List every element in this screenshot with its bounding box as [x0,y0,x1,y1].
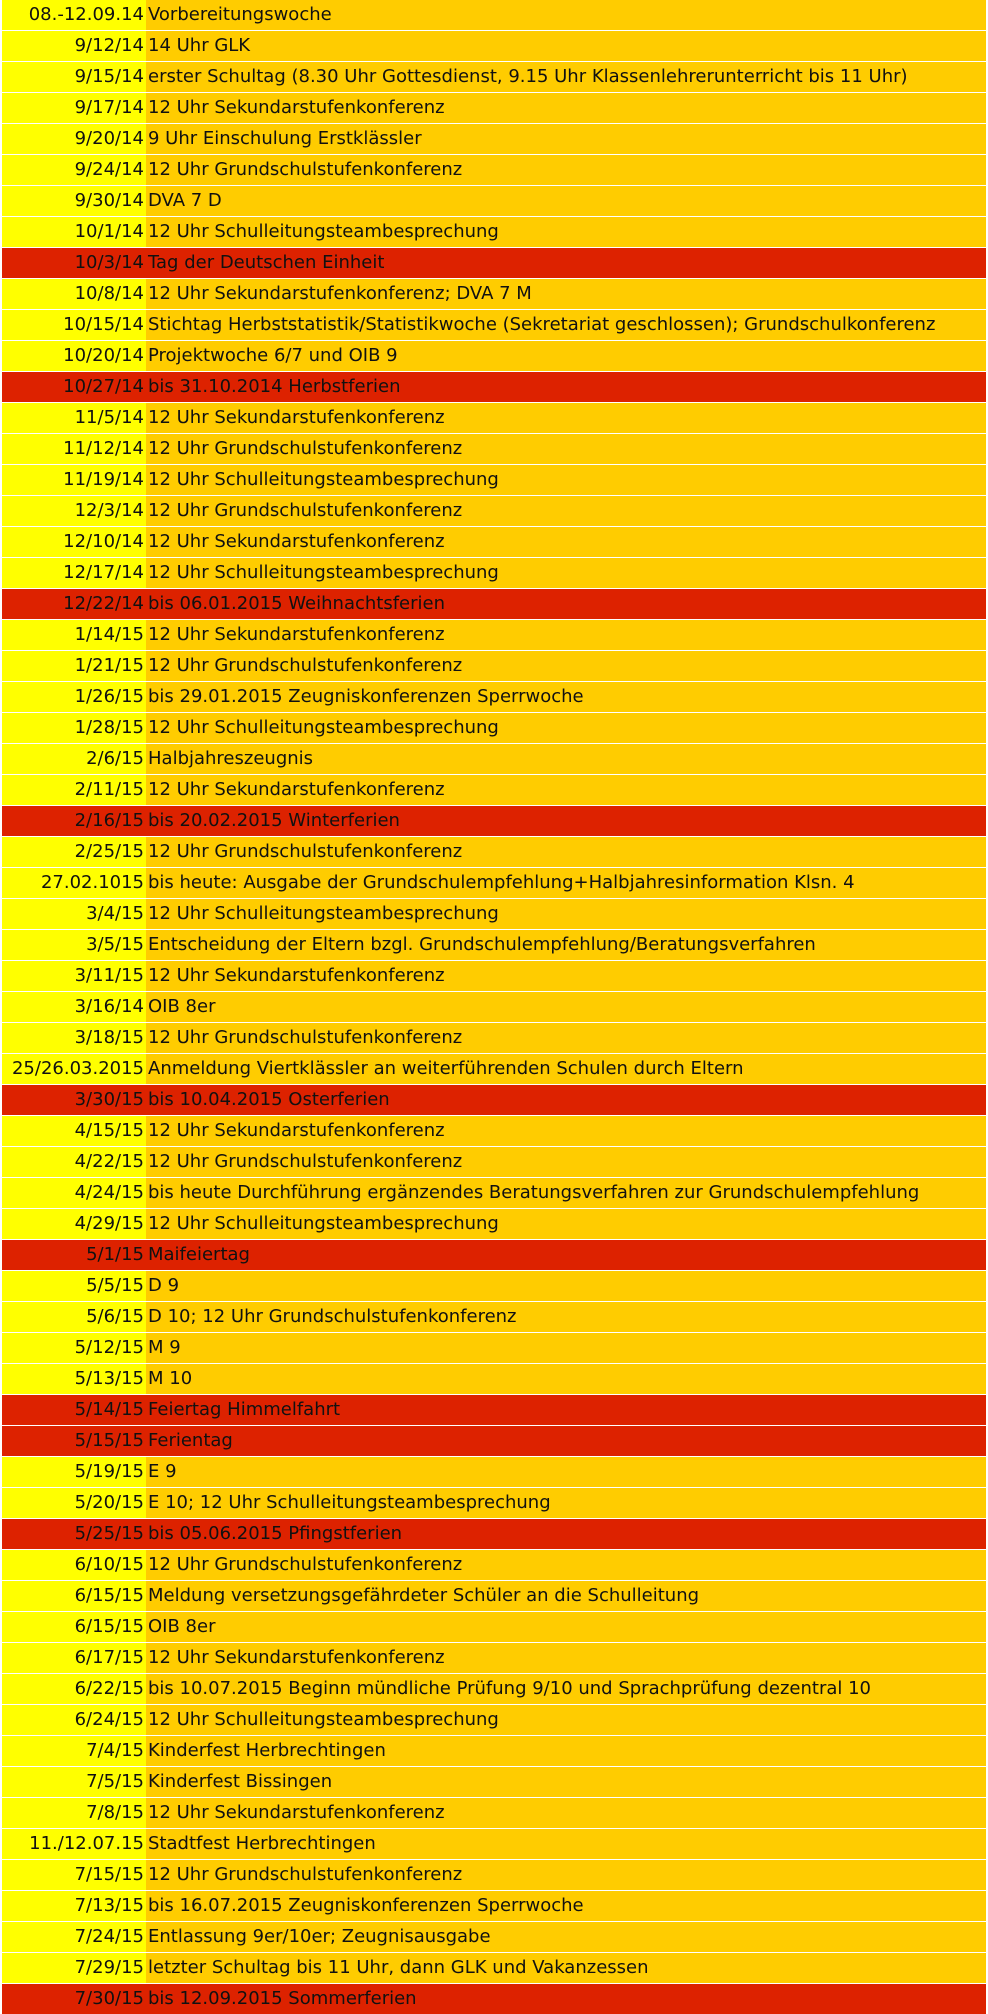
date-cell: 10/27/14 [2,372,146,402]
date-cell: 3/4/15 [2,899,146,929]
event-cell: 12 Uhr Sekundarstufenkonferenz [146,93,986,123]
table-row [2,868,986,898]
table-row [2,1116,986,1146]
table-row [2,1829,986,1859]
table-row [2,155,986,185]
event-cell: 12 Uhr Sekundarstufenkonferenz [146,1643,986,1673]
date-cell: 12/10/14 [2,527,146,557]
table-row [2,1922,986,1952]
date-cell: 10/3/14 [2,248,146,278]
table-row [2,1767,986,1797]
table-row [2,1054,986,1084]
event-cell: bis 06.01.2015 Weihnachtsferien [146,589,986,619]
event-cell: Feiertag Himmelfahrt [146,1395,986,1425]
event-cell: Entscheidung der Eltern bzgl. Grundschulempfehlung/Beratungsverfahren [146,930,986,960]
event-cell: Meldung versetzungsgefährdeter Schüler an die Schulleitung [146,1581,986,1611]
event-cell: bis 10.04.2015 Osterferien [146,1085,986,1115]
table-row [2,279,986,309]
date-cell: 3/30/15 [2,1085,146,1115]
date-cell: 6/17/15 [2,1643,146,1673]
date-cell: 7/15/15 [2,1860,146,1890]
date-cell: 2/25/15 [2,837,146,867]
table-row [2,992,986,1022]
table-row [2,1271,986,1301]
date-cell: 7/5/15 [2,1767,146,1797]
holiday-row [2,806,986,836]
table-row [2,434,986,464]
event-cell: erster Schultag (8.30 Uhr Gottesdienst, 9.15 Uhr Klassenlehrerunterricht bis 11 Uhr) [146,62,986,92]
event-cell: 12 Uhr Sekundarstufenkonferenz [146,403,986,433]
event-cell: Stichtag Herbststatistik/Statistikwoche (Sekretariat geschlossen); Grundschulkonferenz [146,310,986,340]
table-row [2,837,986,867]
table-row [2,31,986,61]
event-cell: DVA 7 D [146,186,986,216]
event-cell: Anmeldung Viertklässler an weiterführenden Schulen durch Eltern [146,1054,986,1084]
event-cell: Ferientag [146,1426,986,1456]
event-cell: Tag der Deutschen Einheit [146,248,986,278]
table-row [2,1178,986,1208]
event-cell: 12 Uhr Grundschulstufenkonferenz [146,837,986,867]
event-cell: OIB 8er [146,992,986,1022]
event-cell: 12 Uhr Grundschulstufenkonferenz [146,496,986,526]
event-cell: 12 Uhr Sekundarstufenkonferenz [146,961,986,991]
event-cell: 12 Uhr Schulleitungsteambesprechung [146,713,986,743]
event-cell: 12 Uhr Grundschulstufenkonferenz [146,155,986,185]
date-cell: 1/21/15 [2,651,146,681]
date-cell: 9/20/14 [2,124,146,154]
table-row [2,1860,986,1890]
table-row [2,682,986,712]
event-cell: 12 Uhr Grundschulstufenkonferenz [146,1147,986,1177]
table-row [2,1550,986,1580]
date-cell: 9/24/14 [2,155,146,185]
date-cell: 5/25/15 [2,1519,146,1549]
date-cell: 4/29/15 [2,1209,146,1239]
date-cell: 6/22/15 [2,1674,146,1704]
holiday-row [2,248,986,278]
date-cell: 9/30/14 [2,186,146,216]
event-cell: letzter Schultag bis 11 Uhr, dann GLK und Vakanzessen [146,1953,986,1983]
event-cell: OIB 8er [146,1612,986,1642]
date-cell: 5/20/15 [2,1488,146,1518]
date-cell: 6/10/15 [2,1550,146,1580]
date-cell: 7/13/15 [2,1891,146,1921]
event-cell: 12 Uhr Grundschulstufenkonferenz [146,434,986,464]
table-row [2,1457,986,1487]
event-cell: M 10 [146,1364,986,1394]
event-cell: 9 Uhr Einschulung Erstklässler [146,124,986,154]
table-row [2,1891,986,1921]
event-cell: 14 Uhr GLK [146,31,986,61]
table-row [2,744,986,774]
date-cell: 7/30/15 [2,1984,146,2014]
holiday-row [2,1426,986,1456]
date-cell: 5/6/15 [2,1302,146,1332]
event-cell: 12 Uhr Sekundarstufenkonferenz [146,527,986,557]
date-cell: 4/24/15 [2,1178,146,1208]
event-cell: 12 Uhr Sekundarstufenkonferenz [146,1798,986,1828]
date-cell: 11/5/14 [2,403,146,433]
table-row [2,1364,986,1394]
holiday-row [2,1085,986,1115]
holiday-row [2,1519,986,1549]
event-cell: bis heute: Ausgabe der Grundschulempfehlung+Halbjahresinformation Klsn. 4 [146,868,986,898]
date-cell: 6/24/15 [2,1705,146,1735]
event-cell: Kinderfest Bissingen [146,1767,986,1797]
date-cell: 7/4/15 [2,1736,146,1766]
table-row [2,1581,986,1611]
table-row [2,620,986,650]
date-cell: 5/19/15 [2,1457,146,1487]
event-cell: Projektwoche 6/7 und OIB 9 [146,341,986,371]
date-cell: 3/5/15 [2,930,146,960]
event-cell: D 10; 12 Uhr Grundschulstufenkonferenz [146,1302,986,1332]
holiday-row [2,1984,986,2014]
table-row [2,93,986,123]
event-cell: Entlassung 9er/10er; Zeugnisausgabe [146,1922,986,1952]
date-cell: 7/29/15 [2,1953,146,1983]
event-cell: bis 16.07.2015 Zeugniskonferenzen Sperrwoche [146,1891,986,1921]
table-row [2,1736,986,1766]
table-row [2,713,986,743]
event-cell: 12 Uhr Schulleitungsteambesprechung [146,217,986,247]
date-cell: 08.-12.09.14 [2,0,146,30]
event-cell: 12 Uhr Grundschulstufenkonferenz [146,1550,986,1580]
event-cell: 12 Uhr Sekundarstufenkonferenz; DVA 7 M [146,279,986,309]
holiday-row [2,1395,986,1425]
date-cell: 2/16/15 [2,806,146,836]
table-row [2,527,986,557]
event-cell: 12 Uhr Schulleitungsteambesprechung [146,558,986,588]
event-cell: Halbjahreszeugnis [146,744,986,774]
table-row [2,1333,986,1363]
table-row [2,1488,986,1518]
table-row [2,186,986,216]
date-cell: 10/8/14 [2,279,146,309]
date-cell: 3/11/15 [2,961,146,991]
date-cell: 11/12/14 [2,434,146,464]
date-cell: 3/18/15 [2,1023,146,1053]
table-row [2,124,986,154]
date-cell: 12/22/14 [2,589,146,619]
table-row [2,775,986,805]
event-cell: 12 Uhr Schulleitungsteambesprechung [146,1705,986,1735]
holiday-row [2,372,986,402]
event-cell: E 9 [146,1457,986,1487]
holiday-row [2,1240,986,1270]
table-row [2,1643,986,1673]
event-cell: 12 Uhr Grundschulstufenkonferenz [146,1023,986,1053]
event-cell: Stadtfest Herbrechtingen [146,1829,986,1859]
table-row [2,1612,986,1642]
table-row [2,1674,986,1704]
table-row [2,403,986,433]
table-row [2,899,986,929]
event-cell: D 9 [146,1271,986,1301]
date-cell: 4/22/15 [2,1147,146,1177]
date-cell: 1/14/15 [2,620,146,650]
date-cell: 1/28/15 [2,713,146,743]
event-cell: bis 10.07.2015 Beginn mündliche Prüfung 9/10 und Sprachprüfung dezentral 10 [146,1674,986,1704]
event-cell: bis heute Durchführung ergänzendes Beratungsverfahren zur Grundschulempfehlung [146,1178,986,1208]
table-row [2,217,986,247]
table-row [2,1705,986,1735]
date-cell: 5/13/15 [2,1364,146,1394]
event-cell: bis 29.01.2015 Zeugniskonferenzen Sperrwoche [146,682,986,712]
table-row [2,496,986,526]
event-cell: M 9 [146,1333,986,1363]
date-cell: 3/16/14 [2,992,146,1022]
date-cell: 12/17/14 [2,558,146,588]
event-cell: bis 20.02.2015 Winterferien [146,806,986,836]
date-cell: 6/15/15 [2,1612,146,1642]
event-cell: bis 05.06.2015 Pfingstferien [146,1519,986,1549]
date-cell: 5/12/15 [2,1333,146,1363]
date-cell: 1/26/15 [2,682,146,712]
table-row [2,310,986,340]
event-cell: 12 Uhr Sekundarstufenkonferenz [146,620,986,650]
table-row [2,62,986,92]
date-cell: 11./12.07.15 [2,1829,146,1859]
date-cell: 2/6/15 [2,744,146,774]
event-cell: Vorbereitungswoche [146,0,986,30]
event-cell: 12 Uhr Grundschulstufenkonferenz [146,1860,986,1890]
table-row [2,1953,986,1983]
date-cell: 5/14/15 [2,1395,146,1425]
date-cell: 7/24/15 [2,1922,146,1952]
date-cell: 27.02.1015 [2,868,146,898]
table-row [2,341,986,371]
table-row [2,930,986,960]
event-cell: 12 Uhr Schulleitungsteambesprechung [146,1209,986,1239]
date-cell: 7/8/15 [2,1798,146,1828]
date-cell: 2/11/15 [2,775,146,805]
event-cell: 12 Uhr Grundschulstufenkonferenz [146,651,986,681]
date-cell: 10/15/14 [2,310,146,340]
event-cell: bis 31.10.2014 Herbstferien [146,372,986,402]
date-cell: 4/15/15 [2,1116,146,1146]
table-row [2,1147,986,1177]
date-cell: 10/1/14 [2,217,146,247]
event-cell: 12 Uhr Sekundarstufenkonferenz [146,775,986,805]
event-cell: Kinderfest Herbrechtingen [146,1736,986,1766]
table-row [2,1302,986,1332]
date-cell: 5/15/15 [2,1426,146,1456]
event-cell: bis 12.09.2015 Sommerferien [146,1984,986,2014]
event-cell: Maifeiertag [146,1240,986,1270]
holiday-row [2,589,986,619]
table-row [2,1023,986,1053]
table-row [2,465,986,495]
event-cell: E 10; 12 Uhr Schulleitungsteambesprechung [146,1488,986,1518]
table-row [2,1798,986,1828]
date-cell: 11/19/14 [2,465,146,495]
event-cell: 12 Uhr Schulleitungsteambesprechung [146,899,986,929]
date-cell: 9/12/14 [2,31,146,61]
date-cell: 10/20/14 [2,341,146,371]
date-cell: 6/15/15 [2,1581,146,1611]
table-row [2,0,986,30]
event-cell: 12 Uhr Schulleitungsteambesprechung [146,465,986,495]
table-row [2,1209,986,1239]
event-cell: 12 Uhr Sekundarstufenkonferenz [146,1116,986,1146]
date-cell: 12/3/14 [2,496,146,526]
table-row [2,558,986,588]
date-cell: 5/5/15 [2,1271,146,1301]
date-cell: 25/26.03.2015 [2,1054,146,1084]
date-cell: 5/1/15 [2,1240,146,1270]
date-cell: 9/17/14 [2,93,146,123]
table-row [2,961,986,991]
date-cell: 9/15/14 [2,62,146,92]
table-row [2,651,986,681]
